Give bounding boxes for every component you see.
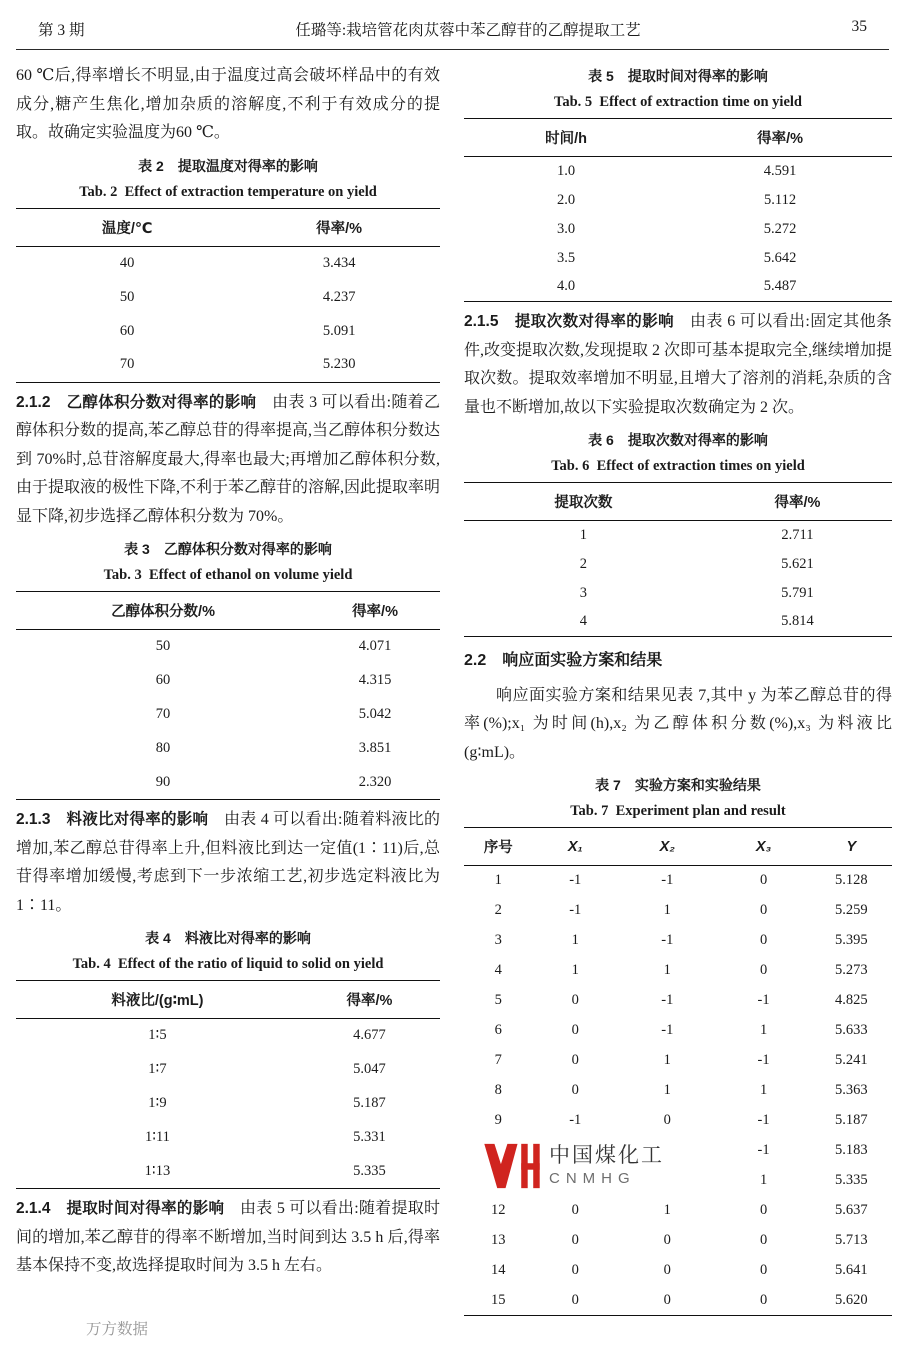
table-cell: -1 [757, 1112, 770, 1128]
table4-caption-en: Tab. 4 Effect of the ratio of liquid to solid on yield [72, 956, 384, 972]
watermark-logo [484, 1135, 702, 1197]
table-cell: 4.677 [353, 1027, 386, 1044]
table-cell: 3.851 [358, 740, 392, 756]
table-cell: -1 [661, 932, 674, 948]
table-row [16, 698, 440, 732]
table-cell: 0 [571, 1232, 579, 1248]
table-row [464, 866, 892, 896]
page-number: 35 [851, 18, 867, 35]
table-cell: 3.0 [557, 220, 576, 237]
table-cell: 80 [155, 740, 171, 756]
section-2-1-2 [16, 389, 440, 532]
table-cell: 1 [494, 872, 502, 889]
table-cell: 3 [579, 584, 588, 601]
table-cell: 0 [663, 1112, 671, 1128]
table-row [464, 1256, 892, 1286]
table-cell: 4.591 [763, 162, 797, 179]
table-cell: 5.713 [835, 1232, 868, 1248]
table-row [464, 244, 892, 273]
table-cell: 50 [155, 638, 171, 655]
table-row [464, 215, 892, 244]
table-cell: 2 [579, 555, 588, 572]
table-row [16, 1019, 440, 1053]
table-header-cell: X₂ [618, 828, 716, 866]
table-row [16, 766, 440, 800]
table-cell: 5.335 [353, 1162, 386, 1179]
section-body: 由表 4 可以看出:随着料液比的增加,苯乙醇总苷得率上升,但料液比到达一定值(1∶11)后,总苷得率增加缓慢,考虑到下一步浓缩工艺,初步选定料液比为 1∶11。 [16, 811, 440, 914]
section-heading: 2.1.3 料液比对得率的影响 [16, 811, 225, 828]
watermark-logo-subtitle: CNMHG [549, 1170, 636, 1187]
table-5 [464, 118, 892, 302]
table-cell: 7 [494, 1052, 502, 1068]
table-cell: 0 [663, 1232, 671, 1248]
table-cell: 0 [759, 872, 768, 889]
table-cell: 2.320 [358, 773, 392, 790]
table-header-cell: X₁ [532, 828, 618, 866]
table-cell: 1∶7 [148, 1061, 167, 1077]
table-header-row [16, 208, 440, 246]
table6-caption-en: Tab. 6 Effect of extraction times on yield [551, 458, 805, 474]
table-row [464, 1016, 892, 1046]
table-cell: 5.091 [322, 322, 356, 339]
table-cell: 1 [759, 1172, 768, 1188]
table-header-cell: 得率/% [299, 981, 440, 1019]
table-cell: 5.128 [835, 872, 868, 889]
table-cell: 5.621 [781, 555, 814, 572]
table-cell: 3.5 [557, 249, 576, 266]
section-body: 由表 6 可以看出:固定其他条件,改变提取次数,发现提取 2 次即可基本提取完全,继续增加提取次数。提取效率增加不明显,且增大了溶剂的消耗,杂质的含量也不断增加,故以下实验提取次数确定为 2 次。 [464, 313, 893, 416]
table-cell: 4.237 [322, 288, 356, 305]
table-header-row [464, 119, 892, 157]
table-cell: 5 [494, 992, 502, 1008]
table-header-cell: 得率/% [668, 119, 892, 157]
table7-caption-en: Tab. 7 Experiment plan and result [570, 803, 786, 819]
table5-caption-zh: 表 5 提取时间对得率的影响 [588, 68, 768, 84]
table-row [464, 956, 892, 986]
table-row [464, 1196, 892, 1226]
table-cell: -1 [757, 1052, 770, 1068]
table-cell: 1∶9 [148, 1095, 167, 1111]
table-cell: 1 [663, 1202, 671, 1218]
table-row [464, 1046, 892, 1076]
table-cell: -1 [569, 902, 582, 918]
section-body: 由表 5 可以看出:随着提取时间的增加,苯乙醇苷的得率不断增加,当时间到达 3.5 h 后,得率基本保持不变,故选择提取时间为 3.5 h 左右。 [16, 1200, 440, 1274]
section-heading: 2.1.2 乙醇体积分数对得率的影响 [16, 393, 273, 411]
table-3 [16, 591, 440, 800]
table-cell: 4.315 [358, 672, 392, 688]
table3-caption-en: Tab. 3 Effect of ethanol on volume yield [103, 567, 353, 583]
table-cell: 4.0 [557, 278, 576, 295]
table-cell: 0 [759, 932, 768, 948]
table-header-cell: Y [811, 828, 892, 866]
table-row [464, 608, 892, 637]
paragraph-temperature: 60 ℃后,得率增长不明显,由于温度过高会破坏样品中的有效成分,糖产生焦化,增加杂质的溶解度,不利于有效成分的提取。故确定实验温度为60 ℃。 [16, 67, 440, 141]
table-cell: 0 [759, 1291, 768, 1308]
table-cell: 2.711 [781, 526, 814, 543]
table-cell: 60 [155, 672, 171, 688]
table-cell: 5.047 [353, 1061, 386, 1077]
section-2-2-body: 响应面实验方案和结果见表 7,其中 y 为苯乙醇总苷的得率(%);x₁ 为时间(h),x₂ 为乙醇体积分数(%),x₃ 为料液比(g∶mL)。 [464, 686, 892, 761]
table-row [16, 664, 440, 698]
table-row [464, 521, 892, 550]
table-cell: 5.642 [763, 249, 797, 266]
table-header-cell: 得率/% [310, 592, 440, 630]
table-cell: -1 [757, 992, 770, 1008]
table-cell: 1 [663, 1052, 671, 1068]
table-cell: 0 [663, 1291, 671, 1308]
table-cell: 0 [571, 992, 579, 1008]
table-row [464, 1076, 892, 1106]
table-row [464, 186, 892, 215]
table-row [464, 1286, 892, 1316]
table-cell: 0 [571, 1022, 579, 1038]
page-header [16, 16, 889, 50]
table-cell: 0 [759, 1262, 768, 1278]
table-row [464, 986, 892, 1016]
table-cell: -1 [569, 872, 582, 889]
table-cell: 0 [759, 1202, 768, 1218]
table-cell: 70 [119, 356, 135, 373]
table-row [464, 550, 892, 579]
table-row [16, 348, 440, 382]
table2-caption-en: Tab. 2 Effect of extraction temperature on yield [79, 183, 377, 200]
table-cell: 12 [490, 1202, 506, 1218]
table-cell: 5.637 [835, 1202, 868, 1218]
table-cell: 0 [571, 1052, 579, 1068]
table-header-cell: 得率/% [238, 208, 440, 246]
table-cell: 2 [494, 902, 502, 918]
table-cell: 50 [119, 288, 135, 305]
section-body: 由表 3 可以看出:随着乙醇体积分数的提高,苯乙醇总苷的得率提高,当乙醇体积分数达到 70%时,总苷溶解度最大,得率也最大;再增加乙醇体积分数,由于提取液的极性下降,不利于苯乙醇苷的溶解,因此提取率明显下降,初步选择乙醇体积分数为 70%。 [16, 393, 441, 525]
table-cell: 0 [759, 902, 768, 918]
table3-caption-zh: 表 3 乙醇体积分数对得率的影响 [124, 541, 332, 557]
watermark-logo-text [549, 1143, 664, 1189]
table-cell: 4.071 [358, 638, 392, 655]
table-cell: 5.273 [835, 962, 868, 978]
table-cell: 0 [759, 962, 768, 978]
table-cell: -1 [661, 1022, 674, 1038]
table-row [464, 1106, 892, 1136]
table-row [16, 246, 440, 280]
table-cell: 5.641 [835, 1262, 868, 1278]
table7-caption-zh: 表 7 实验方案和实验结果 [595, 777, 761, 793]
table-cell: 0 [571, 1291, 579, 1308]
table-header-row [464, 483, 892, 521]
table-cell: 40 [119, 254, 135, 271]
table-cell: 1∶13 [144, 1162, 171, 1179]
table-cell: 1 [759, 1022, 768, 1038]
section-2-1-5 [464, 308, 892, 422]
table-header-row [16, 981, 440, 1019]
table-cell: 5.487 [763, 278, 797, 295]
table-cell: 2.0 [557, 191, 576, 208]
table-cell: 0 [663, 1262, 671, 1278]
table-row [16, 314, 440, 348]
table-cell: 5.241 [835, 1052, 868, 1068]
running-title: 任璐等:栽培管花肉苁蓉中苯乙醇苷的乙醇提取工艺 [295, 22, 641, 39]
table-cell: 5.363 [835, 1082, 868, 1098]
table-cell: 1 [759, 1082, 768, 1098]
table-cell: 70 [155, 706, 171, 722]
table-cell: 5.042 [358, 706, 392, 722]
table-header-cell: 料液比/(g∶mL) [16, 981, 299, 1019]
table-cell: 5.183 [835, 1142, 868, 1158]
table-cell: 4 [494, 962, 502, 978]
table-header-row [464, 828, 892, 866]
table-header-row [16, 592, 440, 630]
journal-issue: 第 3 期 [38, 22, 85, 39]
table-cell: 4.825 [835, 992, 868, 1008]
table-cell: 1 [663, 1082, 671, 1098]
table-header-cell: X₃ [717, 828, 811, 866]
table-7 [464, 827, 892, 1316]
table7-wrapper [464, 827, 892, 1316]
left-column [16, 62, 440, 1281]
table6-caption-zh: 表 6 提取次数对得率的影响 [588, 432, 768, 448]
section-2-2-heading: 2.2 响应面实验方案和结果 [464, 652, 663, 669]
table-row [464, 1226, 892, 1256]
table-cell: 1 [663, 962, 671, 978]
table-row [464, 579, 892, 608]
table-header-cell: 得率/% [703, 483, 892, 521]
watermark-logo-title: 中国煤化工 [549, 1144, 664, 1167]
table-cell: 6 [494, 1022, 502, 1038]
table-header-cell: 时间/h [464, 119, 668, 157]
section-heading: 2.1.5 提取次数对得率的影响 [464, 313, 691, 330]
table-cell: -1 [661, 992, 674, 1008]
table-cell: 5.633 [835, 1022, 868, 1038]
table-cell: 5.335 [835, 1172, 868, 1188]
right-column [464, 62, 892, 1316]
table-row [16, 1121, 440, 1155]
table-cell: 3 [494, 932, 502, 948]
table-header-cell: 温度/℃ [16, 208, 238, 246]
table-4 [16, 980, 440, 1189]
table-cell: 5.259 [835, 902, 868, 918]
table-row [16, 1087, 440, 1121]
table4-caption-zh: 表 4 料液比对得率的影响 [145, 930, 311, 946]
table-row [464, 926, 892, 956]
table-row [16, 732, 440, 766]
table-cell: 1∶11 [144, 1129, 170, 1145]
cnmhg-logo-icon [484, 1142, 540, 1190]
table-cell: 5.331 [353, 1129, 386, 1145]
table-cell: 1 [571, 962, 579, 978]
table-row [16, 1155, 440, 1189]
table-row [464, 157, 892, 186]
table-cell: -1 [569, 1112, 582, 1128]
table-cell: 14 [490, 1262, 506, 1278]
table-header-cell: 序号 [464, 828, 532, 866]
table-cell: 5.791 [781, 584, 814, 601]
table-cell: 0 [571, 1262, 579, 1278]
table-cell: 1 [579, 526, 588, 543]
table-cell: 8 [494, 1082, 502, 1098]
table-cell: 0 [571, 1202, 579, 1218]
table-cell: 5.814 [781, 613, 814, 630]
table-cell: 1.0 [557, 162, 576, 179]
table-cell: 3.434 [322, 254, 356, 271]
section-2-1-4 [16, 1195, 440, 1281]
table-cell: 1 [663, 902, 671, 918]
table-cell: 5.187 [835, 1112, 868, 1128]
table-cell: -1 [661, 872, 674, 889]
table-cell: -1 [757, 1142, 770, 1158]
table-cell: 1∶5 [148, 1027, 167, 1044]
table-cell: 90 [155, 773, 171, 790]
table-cell: 13 [490, 1232, 506, 1248]
table-2 [16, 208, 440, 383]
table-row [16, 1053, 440, 1087]
table-row [16, 280, 440, 314]
table-cell: 9 [494, 1112, 502, 1128]
table-cell: 0 [759, 1232, 768, 1248]
table-cell: 0 [571, 1082, 579, 1098]
table-cell: 5.112 [764, 191, 797, 208]
table-cell: 5.187 [353, 1095, 386, 1111]
table-cell: 5.272 [763, 220, 797, 237]
table-cell: 5.395 [835, 932, 868, 948]
table-cell: 5.620 [835, 1291, 868, 1308]
table-6 [464, 482, 892, 637]
table-cell: 4 [579, 613, 588, 630]
table-row [16, 630, 440, 664]
table2-caption-zh: 表 2 提取温度对得率的影响 [138, 157, 318, 174]
table-cell: 60 [119, 322, 135, 339]
table-header-cell: 乙醇体积分数/% [16, 592, 310, 630]
section-heading: 2.1.4 提取时间对得率的影响 [16, 1200, 241, 1217]
table-cell: 15 [490, 1291, 506, 1308]
table-cell: 1 [571, 932, 579, 948]
table-row [464, 896, 892, 926]
table5-caption-en: Tab. 5 Effect of extraction time on yield [554, 94, 802, 110]
table-row [464, 273, 892, 302]
table-cell: 5.230 [322, 356, 356, 373]
section-2-1-3 [16, 806, 440, 920]
table-header-cell: 提取次数 [464, 483, 703, 521]
watermark-stamp: 万方数据 [86, 1321, 149, 1338]
